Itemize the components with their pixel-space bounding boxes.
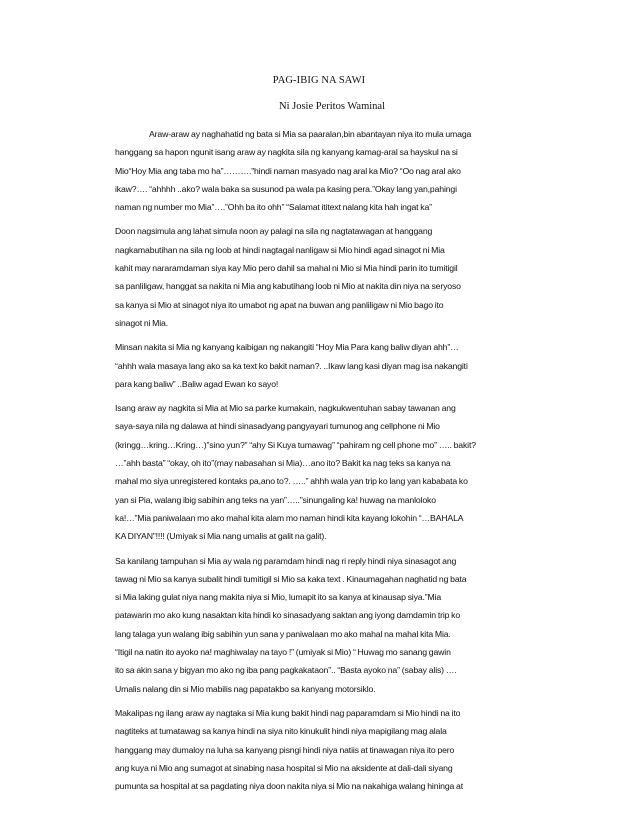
paragraph-line: ang kuya ni Mio ang sumagot at sinabing nasa hospital si Mio na aksidente at dali-dali siyang (115, 762, 453, 773)
paragraph-line: sa panliligaw, hanggat sa nakita ni Mia ang kabutihang loob ni Mio at nakita din niya na seryoso (115, 281, 461, 292)
paragraph-line: hanggang may dumaloy na luha sa kanyang pisngi hindi niya natiis at tinawagan niya ito pero (115, 744, 455, 755)
document-author: Ni Josie Peritos Waminal (279, 101, 385, 112)
paragraph-line: “ahhh wala masaya lang ako sa ka text ko bakit naman?. ..Ikaw lang kasi diyan mag isa nakangiti (115, 360, 468, 371)
paragraph-line: ito sa akin sana y bigyan mo ako ng iba pang pagkakataon”.. “Basta ayoko na” (sabay alis) …. (115, 665, 457, 676)
paragraph-line: kahit may nararamdaman siya kay Mio pero dahil sa mahal ni Mio si Mia hindi parin ito tumitigil (115, 263, 458, 274)
paragraph-line: Umalis nalang din si Mio mabilis nag papatakbo sa kanyang motorsiklo. (115, 683, 376, 694)
story-paragraph (115, 125, 535, 216)
story-paragraph (115, 222, 535, 332)
paragraph-line: patawarin mo ako kung nasaktan kita hindi ko sinasadyang saktan ang iyong damdamin trip ko (115, 610, 461, 621)
paragraph-line: si Mia laking gulat niya nang makita niya si Mio, lumapit ito sa kanya at kinausap siya.”Mia (115, 592, 442, 603)
paragraph-line: ka!…”Mia paniwalaan mo ako mahal kita alam mo naman hindi kita kayang lokohin “…BAHALA (115, 512, 464, 523)
paragraph-line: Makalipas ng ilang araw ay nagtaka si Mia kung bakit hindi nag paparamdam si Mio hindi na ito (115, 707, 461, 718)
paragraph-line: nagtiteks at tumatawag sa kanya hindi na siya nito kinukulit hindi niya mapigilang mag alala (115, 726, 447, 737)
paragraph-line: nagkamabutihan na sila ng loob at hindi nagtagal nanligaw si Mio hindi agad sinagot ni Mia (115, 244, 445, 255)
paragraph-line: Sa kanilang tampuhan si Mia ay wala ng paramdam hindi nag ri reply hindi niya sinasagot ang (115, 555, 457, 566)
paragraph-line: sinagot ni Mia. (115, 317, 168, 328)
story-paragraph (115, 338, 535, 393)
paragraph-line: tawag ni Mio sa kanya subalit hindi tumitigil si Mio sa kaka text . Kinaumagahan naghatid ng bata (115, 573, 467, 584)
paragraph-line: Minsan nakita si Mia ng kanyang kaibigan ng nakangiti “Hoy Mia Para kang baliw diyan ahh”… (115, 342, 459, 353)
paragraph-line: hanggang sa hapon ngunit isang araw ay nagkita sila ng kanyang kamag-aral sa hayskul na si (115, 147, 458, 158)
paragraph-line: sa kanya si Mio at sinagot niya ito umabot ng apat na buwan ang panliligaw ni Mio bago ito (115, 299, 444, 310)
story-paragraph (115, 704, 535, 795)
paragraph-line: Doon nagsimula ang lahat simula noon ay palagi na sila ng nagtatawagan at hanggang (115, 226, 433, 237)
paragraph-line: (kringg…kring…Kring…)”sino yun?” “ahy Si Kuya tumawag” “pahiram ng cell phone mo” ….. bakit? (115, 439, 476, 450)
paragraph-line: KA DIYAN”!!!! (Umiyak si Mia nang umalis at galit na galit). (115, 531, 327, 542)
paragraph-line: ikaw?…. “ahhhh ..ako? wala baka sa susunod pa wala pa kasing pera.”Okay lang yan,pahingi (115, 183, 457, 194)
paragraph-line: lang talaga yun walang ibig sabihin yun sana y paniwalaan mo ako mahal na mahal kita Mia. (115, 628, 451, 639)
paragraph-line: saya-saya nila ng dalawa at hindi sinasadyang pangyayari tumunog ang cellphone ni Mio (115, 421, 440, 432)
paragraph-line: …”ahh basta” “okay, oh ito”(may nabasahan si Mia)…ano ito? Bakit ka nag teks sa kanya na (115, 458, 451, 469)
paragraph-line: Isang araw ay nagkita si Mia at Mio sa parke kumakain, nagkukwentuhan sabay tawanan ang (115, 403, 456, 414)
story-paragraph (115, 552, 535, 698)
paragraph-line: pumunta sa hospital at sa pagdating niya doon nakita niya si Mio na nakahiga walang hininga at (115, 781, 464, 792)
story-body (115, 125, 535, 801)
document-title: PAG-IBIG NA SAWI (272, 75, 366, 86)
paragraph-line: Araw-araw ay naghahatid ng bata si Mia sa paaralan,bin abantayan niya ito mula umaga (149, 129, 472, 139)
paragraph-line: Mio“Hoy Mia ang taba mo ha”……….”hindi naman masyado nag aral ka Mio? “Oo nag aral ako (115, 165, 461, 176)
paragraph-line: “Itigil na natin ito ayoko na! maghiwalay na tayo !” (umiyak si Mio) “ Huwag mo sanang gawin (115, 647, 451, 658)
paragraph-line: para kang baliw” ..Baliw agad Ewan ko sayo! (115, 378, 279, 389)
story-paragraph (115, 399, 535, 545)
paragraph-line: mahal mo siya unregistered kontaks pa,ano to?. …..” ahhh wala yan trip ko lang yan kababata ko (115, 476, 468, 487)
paragraph-line: yan si Pia, walang ibig sabihin ang teks na yan”…..”sinungaling ka! huwag na manloloko (115, 494, 436, 505)
paragraph-line: naman ng number mo Mia”….”Ohh ba ito ohh” “Salamat ititext nalang kita hah ingat ka” (115, 202, 432, 213)
